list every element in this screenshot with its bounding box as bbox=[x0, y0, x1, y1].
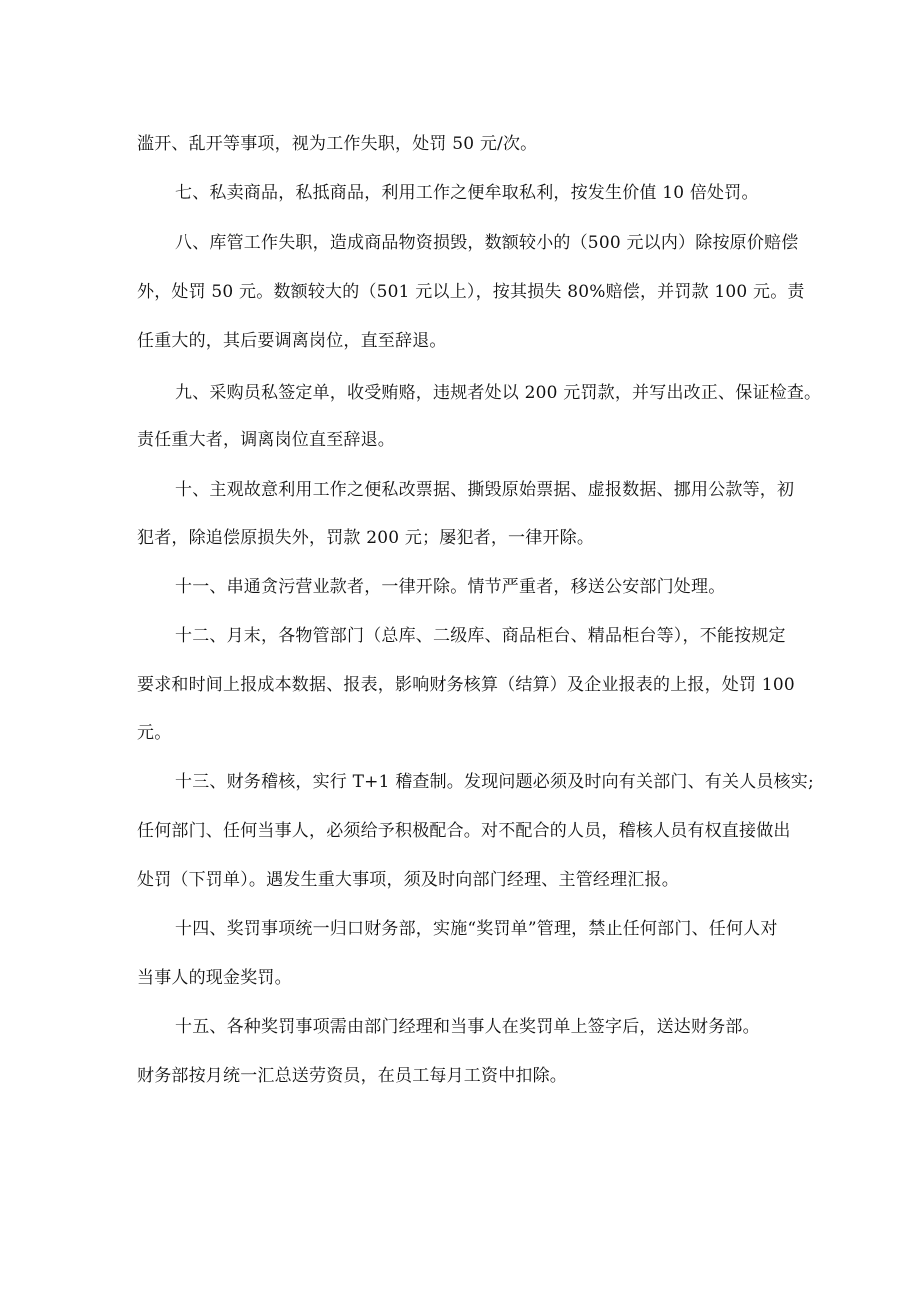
text-line: 滥开、乱开等事项，视为工作失职，处罚 50 元/次。 bbox=[137, 134, 538, 154]
text-line: 任何部门、任何当事人，必须给予积极配合。对不配合的人员，稽核人员有权直接做出 bbox=[137, 821, 791, 841]
text-line: 财务部按月统一汇总送劳资员，在员工每月工资中扣除。 bbox=[137, 1066, 567, 1086]
clause-8: 八、库管工作失职，造成商品物资损毁，数额较小的（500 元以内）除按原价赔偿 bbox=[175, 233, 799, 253]
text-line: 处罚（下罚单）。遇发生重大事项，须及时向部门经理、主管经理汇报。 bbox=[137, 870, 679, 890]
clause-11: 十一、串通贪污营业款者，一律开除。情节严重者，移送公安部门处理。 bbox=[175, 577, 726, 597]
clause-14: 十四、奖罚事项统一归口财务部，实施“奖罚单”管理，禁止任何部门、任何人对 bbox=[175, 919, 778, 939]
text-line: 外，处罚 50 元。数额较大的（501 元以上），按其损失 80%赔偿，并罚款 100 元。责 bbox=[137, 282, 805, 302]
clause-10: 十、主观故意利用工作之便私改票据、撕毁原始票据、虚报数据、挪用公款等，初 bbox=[175, 480, 795, 500]
text-line: 责任重大者，调离岗位直至辞退。 bbox=[137, 430, 395, 450]
clause-15: 十五、各种奖罚事项需由部门经理和当事人在奖罚单上签字后，送达财务部。 bbox=[175, 1017, 760, 1037]
text-line: 要求和时间上报成本数据、报表，影响财务核算（结算）及企业报表的上报，处罚 100 bbox=[137, 675, 795, 695]
clause-9: 九、采购员私签定单，收受贿赂，违规者处以 200 元罚款，并写出改正、保证检查。 bbox=[175, 383, 822, 403]
text-line: 元。 bbox=[137, 723, 172, 743]
clause-7: 七、私卖商品，私抵商品，利用工作之便牟取私利，按发生价值 10 倍处罚。 bbox=[175, 183, 759, 203]
clause-13: 十三、财务稽核，实行 T+1 稽查制。发现问题必须及时向有关部门、有关人员核实; bbox=[175, 772, 814, 792]
clause-12: 十二、月末，各物管部门（总库、二级库、商品柜台、精品柜台等），不能按规定 bbox=[175, 626, 786, 646]
text-line: 任重大的，其后要调离岗位，直至辞退。 bbox=[137, 331, 447, 351]
text-line: 犯者，除追偿原损失外，罚款 200 元；屡犯者，一律开除。 bbox=[137, 528, 595, 548]
text-line: 当事人的现金奖罚。 bbox=[137, 968, 292, 988]
